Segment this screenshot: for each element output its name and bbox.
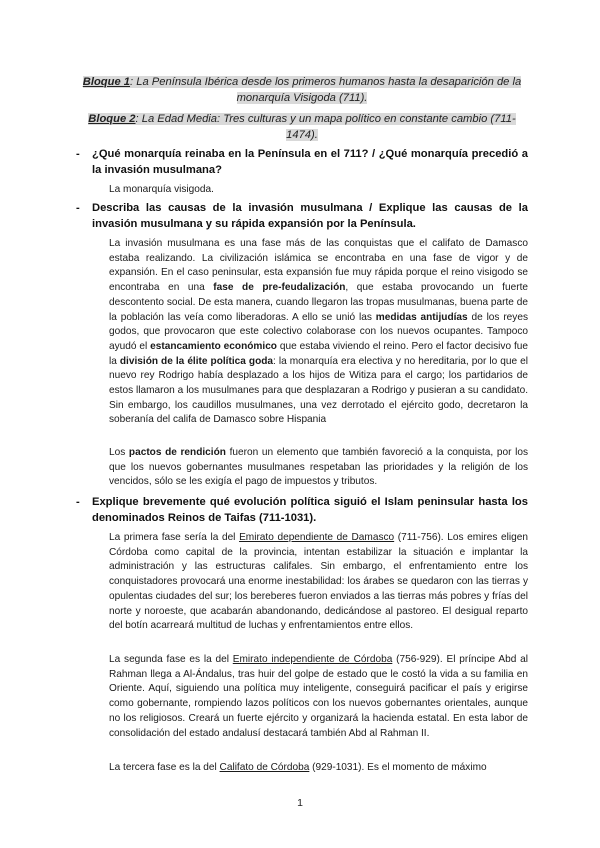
bullet-dash: -	[76, 496, 80, 508]
question-3	[76, 494, 528, 526]
text-run: que estaba viviendo el reino. Pero el factor decisivo fue la	[109, 340, 529, 367]
block-1-text: : La Península Ibérica desde los primeros humanos hasta la desaparición de la monarquía Visigoda (711).	[130, 76, 522, 104]
text-run: de los reyes godos, que provocaron que este colectivo colaborase con los nuevos ocupantes. Tampoco ayudó el	[109, 311, 528, 352]
term-emirato-independiente: Emirato independiente de Córdoba	[232, 654, 393, 665]
question-1-text: ¿Qué monarquía reinaba en la Península en el 711? / ¿Qué monarquía precedió a la invasión musulmana?	[92, 148, 528, 176]
text-run: La invasión musulmana es una fase más de las conquistas que el califato de Damasco estaba realizando. La civilización islámica se encontraba en una fase de vigor y de expansión. En el caso peninsular, esta expansión fue muy rápida porque el reino visigodo se encontraba en una	[109, 238, 528, 294]
emphasis-medidas-antijudias: medidas antijudías	[375, 311, 468, 323]
text-run: (929-1031). Es el momento de máximo	[309, 762, 487, 773]
block-2-label: Bloque 2	[88, 113, 136, 125]
text-run: (711-756). Los emires eligen Córdoba como capital de la provincia, intentan estabilizar la situación e implantar la administración y las estructuras califales. Sin embargo, el enfrentamiento entre los conquistadores provocará una enorme inestabilidad: los árabes se quedaron con las tierras y opulentas ciudades del sur; los bereberes fueron enviados a las tierras más pobres y frías del norte y noroeste, que acabarán abandonando, dedicándose al pastoreo. El desigual reparto del botín acarreará multitud de luchas y enfrentamientos entre ellos.	[109, 532, 528, 632]
emphasis-division-elite-goda: división de la élite política goda	[119, 355, 274, 367]
emphasis-pre-feudalizacion: fase de pre-feudalización	[213, 282, 346, 294]
question-3-text: Explique brevemente qué evolución política siguió el Islam peninsular hasta los denominados Reinos de Taifas (711-1031).	[92, 496, 528, 524]
bullet-dash: -	[76, 202, 80, 214]
answer-3-paragraph-2	[109, 653, 528, 741]
answer-3-paragraph-3	[109, 761, 528, 776]
emphasis-pactos-rendicion: pactos de rendición	[128, 447, 226, 458]
answer-1: La monarquía visigoda.	[109, 184, 214, 195]
block-2-title	[76, 111, 528, 143]
text-run: La primera fase sería la del	[109, 532, 240, 543]
answer-2-paragraph-1	[109, 237, 528, 428]
emphasis-estancamiento-economico: estancamiento económico	[150, 340, 277, 352]
text-run: Los	[109, 447, 129, 458]
question-1	[76, 146, 528, 178]
block-1-title	[76, 74, 528, 106]
term-califato-cordoba: Califato de Córdoba	[219, 762, 310, 773]
answer-3-paragraph-1	[109, 531, 528, 634]
question-2-text: Describa las causas de la invasión musulmana / Explique las causas de la invasión musulmana y su rápida expansión por la Península.	[92, 202, 528, 230]
text-run: , que estaba provocando un fuerte descontento social. De esta manera, cuando llegaron las tropas musulmanas, buena parte de la población las veía como liberadoras. A ello se unió las	[109, 282, 528, 323]
text-run: (756-929). El príncipe Abd al Rahman llega a Al-Ándalus, tras huir del golpe de estado que le costó la vida a su familia en Oriente. Aquí, siguiendo una política muy inteligente, conseguirá pacificar el país y erigirse como gobernante, rompiendo lazos políticos con los nuevos gobernantes orientales, aunque no los religiosos. Creará un fuerte ejército y organizará la hacienda estatal. En esta labor de consolidación del estado andalusí destacará también Abd al Rahman II.	[109, 654, 528, 739]
text-run: : la monarquía era electiva y no hereditaria, por lo que el nuevo rey Rodrigo había desplazado a los hijos de Witiza para el cargo; los partidarios de estos llamaron a los musulmanes para que desplazaran a Rodrigo y pusieran a su candidato. Sin embargo, los caudillos musulmanes, una vez derrotado el ejército godo, decretaron la soberanía del califa de Damasco sobre Hispania	[109, 355, 528, 426]
term-emirato-dependiente: Emirato dependiente de Damasco	[239, 532, 395, 543]
text-run: La segunda fase es la del	[109, 654, 233, 665]
text-run: La tercera fase es la del	[109, 762, 220, 773]
text-run: fueron un elemento que también favoreció a la conquista, por los que los nuevos gobernantes musulmanes respetaban las prioridades y la religión de los vencidos, sólo se les exigía el pago de impuestos y tributos.	[109, 447, 528, 488]
bullet-dash: -	[76, 148, 80, 160]
answer-2-paragraph-2	[109, 446, 528, 490]
page-number: 1	[297, 797, 303, 809]
question-2	[76, 200, 528, 232]
block-2-text: : La Edad Media: Tres culturas y un mapa político en constante cambio (711-1474).	[135, 113, 516, 141]
block-1-label: Bloque 1	[82, 76, 131, 88]
